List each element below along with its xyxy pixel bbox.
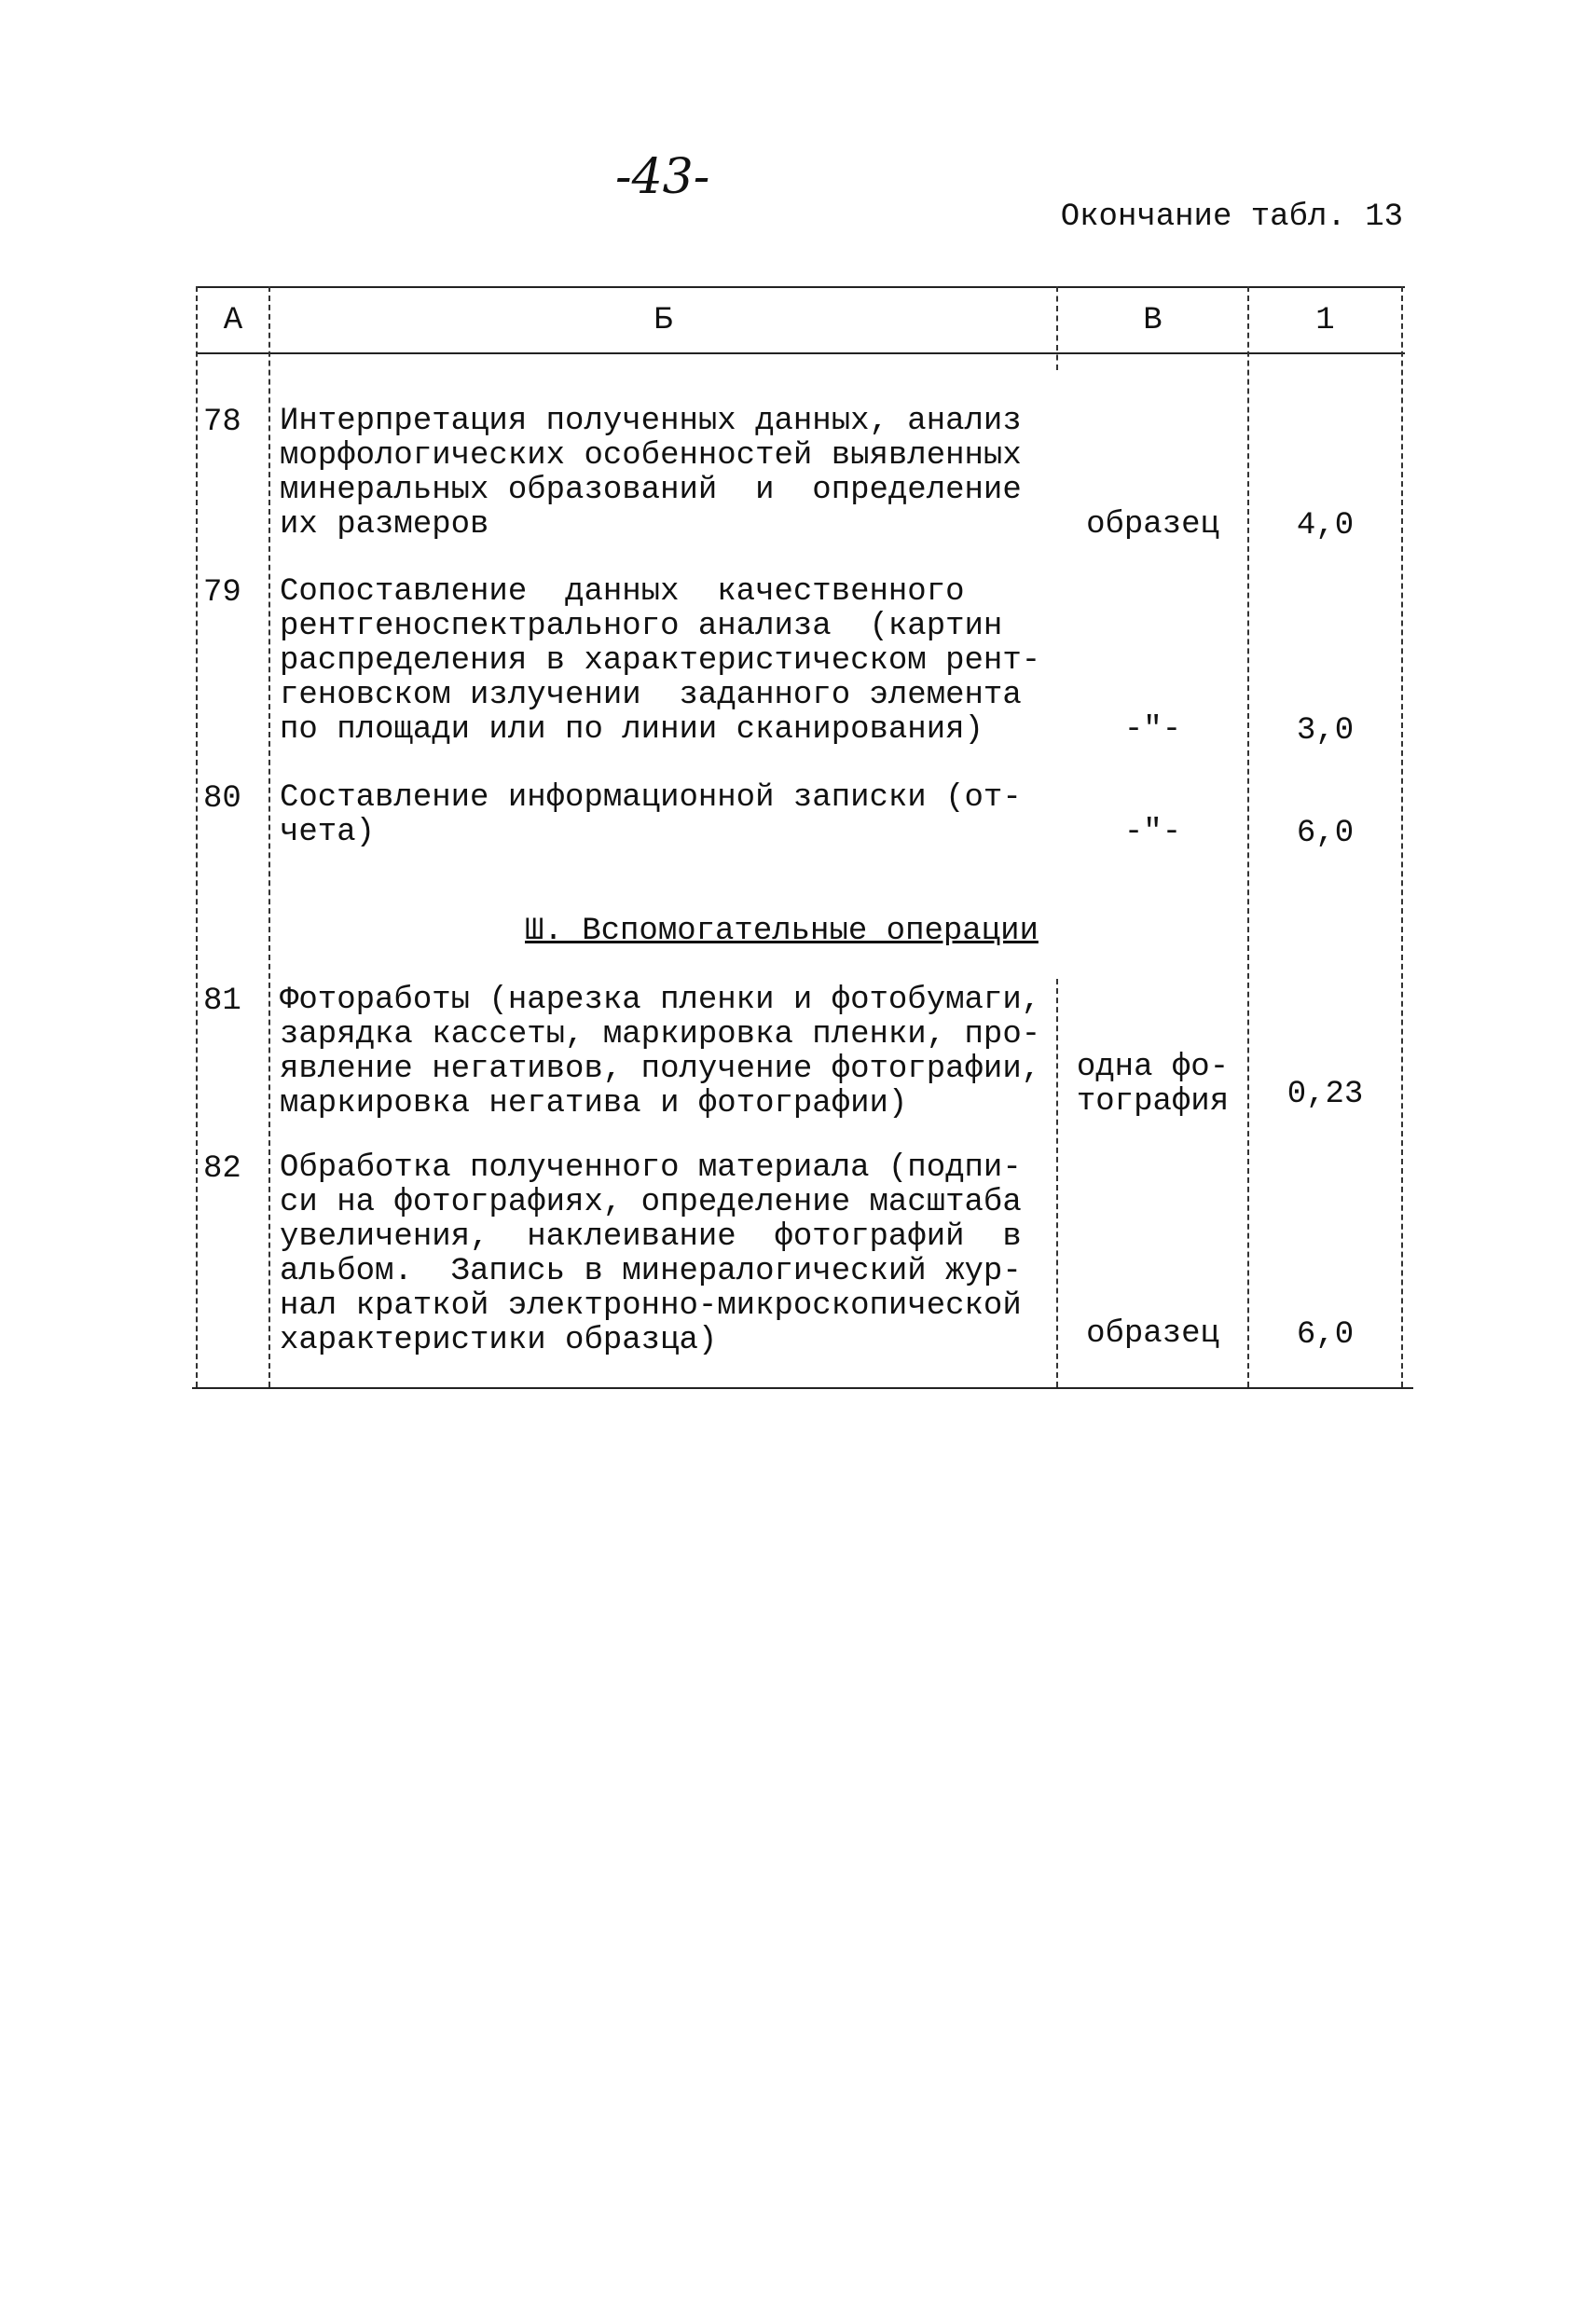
row-description: Фотоработы (нарезка пленки и фотобумаги, зарядка кассеты, маркировка пленки, про- явление негативов, получение фотографии, маркировка негатива и фотографии) (280, 983, 1041, 1122)
header-col-1: 1 (1315, 303, 1335, 338)
row-value: 6,0 (1296, 816, 1355, 851)
row-number: 80 (203, 781, 241, 817)
column-border-right (1401, 286, 1403, 1387)
row-number: 78 (203, 405, 241, 440)
row-unit: образец (1086, 507, 1219, 543)
row-description: Обработка полученного материала (подпи- си на фотографиях, определение масштаба увеличения, наклеивание фотографий в альбом. Запись в минералогический жур- нал краткой электронно-микроскопической характеристики образца) (280, 1150, 1022, 1358)
column-border-left (196, 286, 198, 1387)
table-bottom-border (192, 1387, 1413, 1389)
header-col-v: В (1143, 303, 1163, 338)
table-top-border (196, 286, 1405, 288)
row-number: 79 (203, 575, 241, 611)
header-col-a: А (223, 303, 243, 338)
row-value: 3,0 (1296, 713, 1355, 749)
row-description: Интерпретация полученных данных, анализ морфологических особенностей выявленных минеральных образований и определение их размеров (280, 404, 1022, 543)
row-value: 0,23 (1286, 1077, 1364, 1112)
column-border-a-b (268, 286, 270, 1387)
row-unit: -"- (1123, 815, 1182, 850)
table-caption: Окончание табл. 13 (1060, 200, 1403, 235)
row-description: Сопоставление данных качественного рентгеноспектрального анализа (картин распределения в характеристическом рент- геновском излучении заданного элемента по площади или по линии сканирования) (280, 574, 1041, 748)
row-value: 4,0 (1296, 508, 1355, 544)
row-unit: -"- (1123, 712, 1182, 748)
section-title: Ш. Вспомогательные операции (525, 914, 1039, 949)
row-description: Составление информационной записки (от- чета) (280, 780, 1022, 850)
row-unit: образец (1086, 1316, 1219, 1352)
row-unit: одна фо- тография (1076, 1050, 1230, 1120)
header-bottom-border (196, 352, 1405, 354)
row-number: 81 (203, 984, 241, 1019)
page-number: -43- (615, 149, 710, 205)
row-number: 82 (203, 1151, 241, 1187)
header-col-b: Б (654, 303, 673, 338)
row-value: 6,0 (1296, 1317, 1355, 1353)
